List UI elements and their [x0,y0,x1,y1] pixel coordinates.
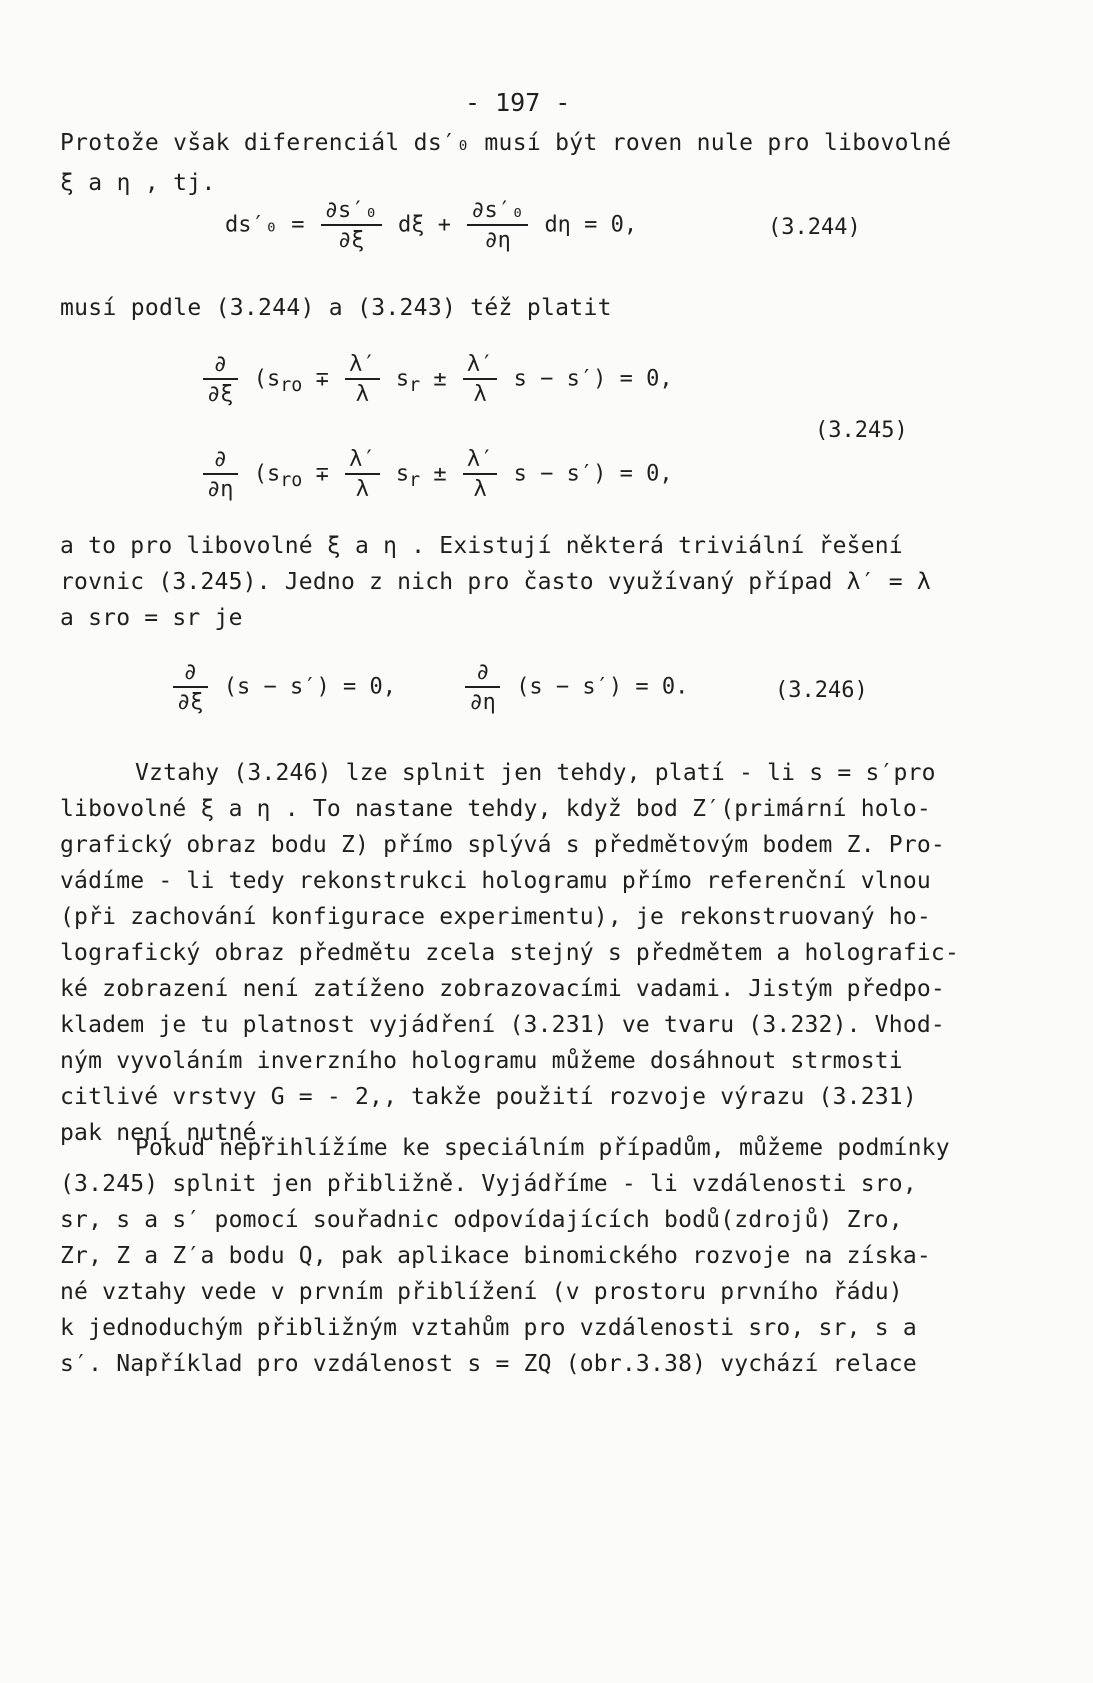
para3-line-3: sr, s a s′ pomocí souřadnic odpovídajících bodů(zdrojů) Zro, [60,1207,903,1233]
para2-line-2: libovolné ξ a η . To nastane tehdy, když bod Z′(primární holo- [60,796,931,822]
eq245-row1-pm1: ∓ [315,366,329,392]
equation-number-3-246: (3.246) [775,678,868,703]
eq245-row2-s: s [395,461,410,487]
eq245-row2-lambda-ratio-2 [463,447,498,502]
eq245-row2-open: (s [253,461,281,487]
eq245-row1-open: (s [253,366,281,392]
equation-number-3-244: (3.244) [768,215,861,240]
eq245-row2-lambda-ratio-1 [345,447,380,502]
eq245-row1-operator [203,352,238,407]
eq245-row1-s: s [395,366,410,392]
para1-line-2: rovnic (3.245). Jedno z nich pro často využívaný případ λ′ = λ [60,569,931,595]
equation-number-3-245: (3.245) [815,418,908,443]
para2-line-6: lografický obraz předmětu zcela stejný s předmětem a holografic- [60,940,960,966]
eq245-row2-lam2-den: λ [473,477,487,502]
eq245-row2-lam1-num: λ′ [345,447,380,475]
para2-line-7: ké zobrazení není zatíženo zobrazovacími vadami. Jistým předpo- [60,976,945,1002]
para3-line-4: Zr, Z a Z′a bodu Q, pak aplikace binomického rozvoje na získa- [60,1243,931,1269]
eq245-row2-sub-r: r [409,469,421,491]
para3-line-7: s′. Například pro vzdálenost s = ZQ (obr.3.38) vychází relace [60,1351,917,1377]
eq245-row1-op-denominator: ∂ξ [207,382,234,407]
equation-3-245-row-1 [200,352,673,407]
eq245-row1-lambda-ratio-2 [463,352,498,407]
eq246-op2-numerator: ∂ [465,660,500,688]
line-must-satisfy: musí podle (3.244) a (3.243) též platit [60,295,612,321]
para1-line-1: a to pro libovolné ξ a η . Existují některá triviální řešení [60,533,903,559]
eq246-body-1: (s − s′) = 0, [223,674,396,700]
eq245-row1-sub-ro: ro [280,374,303,396]
intro-line-1: Protože však diferenciál ds′₀ musí být roven nule pro libovolné [60,130,952,156]
eq245-row2-tail: s − s′) = 0, [513,461,673,487]
eq245-row2-lam1-den: λ [355,477,369,502]
eq246-op2-denominator: ∂η [469,690,496,715]
eq244-f2-numerator: ∂s′₀ [467,198,528,226]
eq245-row1-lam1-den: λ [355,382,369,407]
eq245-row1-tail: s − s′) = 0, [513,366,673,392]
eq245-row1-op-numerator: ∂ [203,352,238,380]
para3-line-2: (3.245) splnit jen přibližně. Vyjádříme - li vzdálenosti sro, [60,1171,917,1197]
paragraph-2 [60,755,1035,1151]
eq245-row1-pm2: ± [433,366,447,392]
para2-line-10: citlivé vrstvy G = - 2,, takže použití rozvoje výrazu (3.231) [60,1084,917,1110]
eq245-row1-lam1-num: λ′ [345,352,380,380]
eq244-f1-denominator: ∂ξ [337,228,365,253]
eq246-operator-1 [173,660,208,715]
eq244-lhs: ds′₀ = [225,212,305,238]
eq245-row2-sub-ro: ro [280,469,303,491]
para2-line-4: vádíme - li tedy rekonstrukci hologramu přímo referenční vlnou [60,868,931,894]
equation-3-246 [170,660,688,715]
eq245-row2-pm1: ∓ [315,461,329,487]
page-number: - 197 - [465,88,571,117]
eq244-fraction-1 [321,198,382,253]
para2-line-1: Vztahy (3.246) lze splnit jen tehdy, platí - li s = s′pro [135,760,936,786]
eq244-rhs: dη = 0, [544,212,638,238]
eq246-operator-2 [465,660,500,715]
eq245-row1-lambda-ratio-1 [345,352,380,407]
eq245-row2-op-numerator: ∂ [203,447,238,475]
para2-line-9: ným vyvoláním inverzního hologramu můžeme dosáhnout strmosti [60,1048,903,1074]
eq246-op1-numerator: ∂ [173,660,208,688]
para2-line-5: (při zachování konfigurace experimentu), je rekonstruovaný ho- [60,904,931,930]
eq245-row2-lam2-num: λ′ [463,447,498,475]
eq245-row1-lam2-den: λ [473,382,487,407]
eq245-row2-operator [203,447,238,502]
equation-3-245-row-2 [200,447,673,502]
eq245-row2-pm2: ± [433,461,447,487]
eq245-row1-sub-r: r [409,374,421,396]
eq245-row1-lam2-num: λ′ [463,352,498,380]
eq246-op1-denominator: ∂ξ [177,690,204,715]
para3-line-1: Pokud nepřihlížíme ke speciálním případům, můžeme podmínky [135,1135,950,1161]
equation-3-244 [225,198,637,253]
para2-line-11: pak není nutné. [60,1120,271,1146]
para2-line-3: grafický obraz bodu Z) přímo splývá s předmětovým bodem Z. Pro- [60,832,945,858]
eq244-fraction-2 [467,198,528,253]
paragraph-1 [60,528,1035,636]
para1-line-3: a sro = sr je [60,605,243,631]
para2-line-8: kladem je tu platnost vyjádření (3.231) ve tvaru (3.232). Vhod- [60,1012,945,1038]
eq244-mid: dξ + [397,212,451,238]
para3-line-5: né vztahy vede v prvním přiblížení (v prostoru prvního řádu) [60,1279,903,1305]
eq245-row2-op-denominator: ∂η [207,477,234,502]
paragraph-3 [60,1130,1035,1382]
para3-line-6: k jednoduchým přibližným vztahům pro vzdálenosti sro, sr, s a [60,1315,917,1341]
eq244-f1-numerator: ∂s′₀ [321,198,382,226]
intro-line-2: ξ a η , tj. [60,170,216,196]
eq246-body-2: (s − s′) = 0. [516,674,689,700]
eq244-f2-denominator: ∂η [484,228,511,253]
